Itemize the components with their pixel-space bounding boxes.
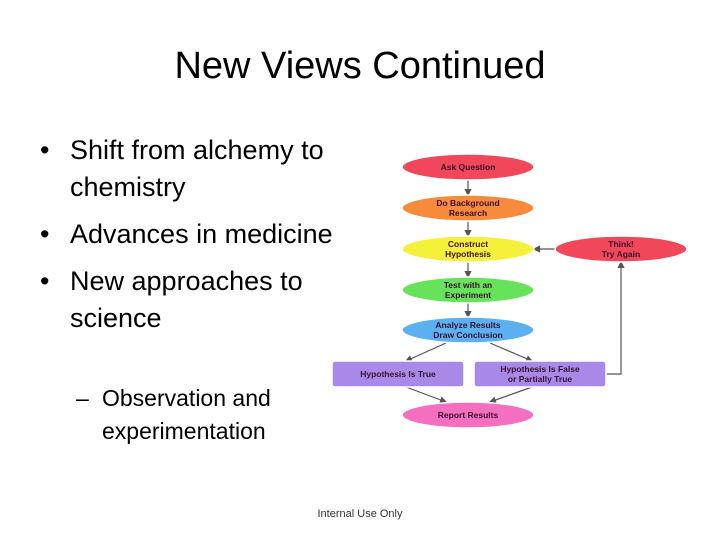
scientific-method-diagram	[326, 148, 696, 438]
diagram-node-think	[555, 236, 687, 262]
node-label: Test with an	[443, 280, 493, 290]
slide-title: New Views Continued	[174, 45, 546, 87]
diagram-node-analyze	[402, 317, 534, 343]
diagram-node-ask	[402, 154, 534, 180]
bullet-item	[36, 132, 336, 206]
diagram-node-report	[402, 402, 534, 428]
bullet-marker: •	[40, 219, 50, 249]
diagram-node-hypothesis	[402, 236, 534, 262]
diagram-node-experiment	[402, 277, 534, 303]
diagram-node-background	[402, 195, 534, 221]
bullet-text: Shift from alchemy to chemistry	[70, 135, 324, 202]
bullet-text: New approaches to science	[70, 266, 303, 333]
sub-bullet-text: Observation and experimentation	[102, 385, 271, 444]
node-label: Do Background	[436, 198, 500, 208]
node-label: Experiment	[444, 290, 492, 300]
node-label: Hypothesis Is False	[500, 364, 580, 374]
bullet-item	[36, 216, 336, 253]
node-label: Analyze Results	[435, 320, 501, 330]
footer-label: Internal Use Only	[317, 508, 403, 520]
diagram-node-true	[332, 361, 464, 387]
node-label: Hypothesis Is True	[360, 369, 436, 379]
bullet-text: Advances in medicine	[70, 219, 333, 249]
node-label: Draw Conclusion	[433, 330, 503, 340]
connector-arrow	[490, 343, 532, 361]
node-label: Construct	[447, 239, 489, 249]
diagram-node-false	[474, 361, 606, 387]
node-label: Hypothesis	[445, 249, 491, 259]
node-label: Think!	[608, 239, 634, 249]
node-label: Research	[448, 208, 488, 218]
connector-arrow	[406, 387, 446, 402]
connector-arrow	[606, 262, 621, 374]
node-label: Ask Question	[440, 162, 496, 172]
sub-bullet-marker: –	[76, 385, 89, 411]
bullet-marker: •	[40, 266, 50, 296]
bullet-item	[36, 263, 336, 337]
diagram-nodes	[332, 154, 687, 428]
bullet-list	[36, 132, 336, 347]
node-label: or Partially True	[507, 374, 573, 384]
sub-bullet-item	[76, 382, 342, 448]
node-label: Report Results	[437, 410, 499, 420]
node-label: Try Again	[601, 249, 641, 259]
bullet-marker: •	[40, 135, 50, 165]
connector-arrow	[490, 387, 532, 402]
connector-arrow	[406, 343, 446, 361]
